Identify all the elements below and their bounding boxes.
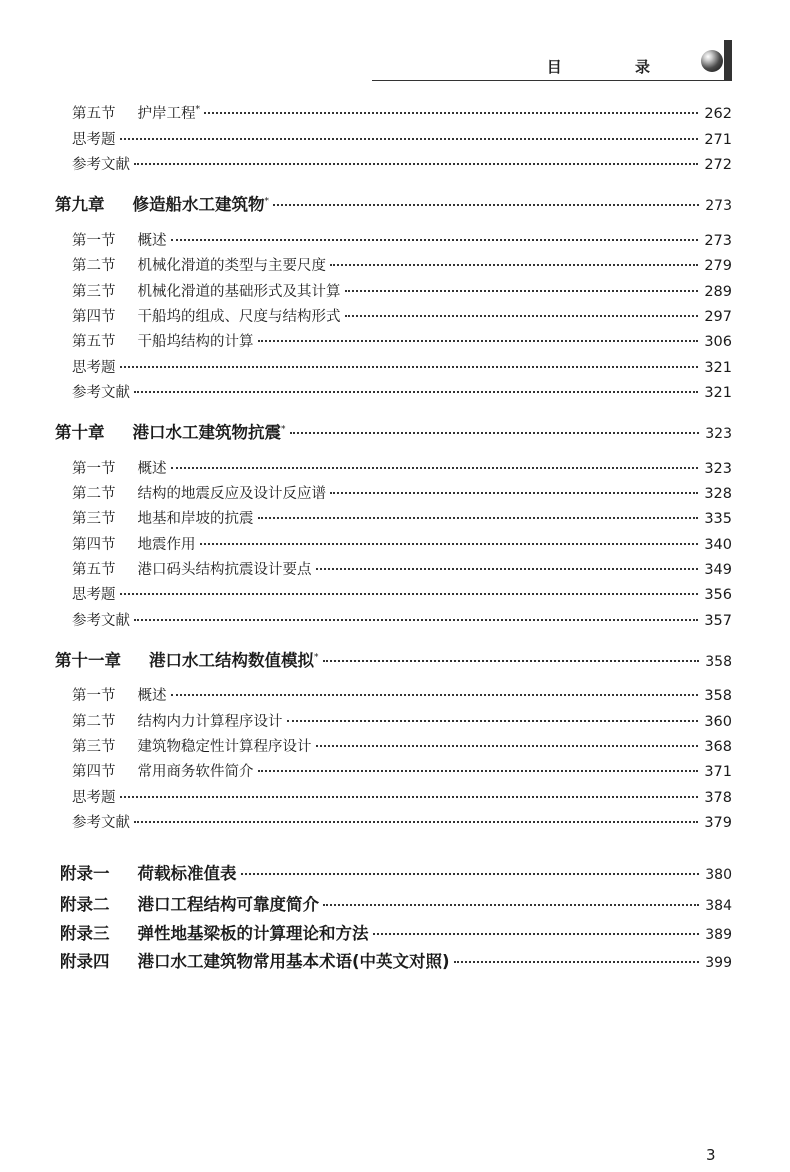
entry-title <box>72 583 116 604</box>
entry-page: 384 <box>705 898 732 914</box>
chapter-entry <box>55 419 732 443</box>
appendix-entry <box>60 860 732 884</box>
entry-page: 271 <box>704 132 732 148</box>
section-entry <box>72 760 732 781</box>
dot-leader <box>204 112 698 114</box>
entry-page: 360 <box>704 714 732 730</box>
entry-text: 参考文献 <box>72 385 130 401</box>
entry-text: 思考题 <box>72 132 116 148</box>
entry-text: 干船坞结构的计算 <box>137 334 254 350</box>
optional-marker: * <box>281 424 286 435</box>
entry-text: 概述 <box>137 688 167 704</box>
entry-title <box>60 948 450 972</box>
dot-leader <box>373 933 700 935</box>
entry-title <box>55 647 319 671</box>
dot-leader <box>330 264 698 266</box>
dot-leader <box>316 568 699 570</box>
entry-page: 273 <box>704 233 732 249</box>
dot-leader <box>258 340 699 342</box>
dot-leader <box>134 391 698 393</box>
entry-page: 349 <box>704 562 732 578</box>
entry-text: 参考文献 <box>72 157 130 173</box>
entry-label: 第四节 <box>72 309 116 325</box>
entry-text: 思考题 <box>72 360 116 376</box>
entry-page: 297 <box>704 309 732 325</box>
section-entry <box>72 735 732 756</box>
chapter-entry <box>55 191 732 215</box>
entry-page: 306 <box>704 334 732 350</box>
entry-label: 第十章 <box>55 423 105 442</box>
entry-text: 修造船水工建筑物 <box>132 195 265 214</box>
section-entry <box>72 330 732 351</box>
dot-leader <box>134 619 698 621</box>
entry-title <box>72 710 283 731</box>
entry-title <box>72 735 312 756</box>
entry-title <box>72 811 130 832</box>
dot-leader <box>171 239 699 241</box>
entry-label: 第五节 <box>72 334 116 350</box>
entry-label: 附录四 <box>60 952 110 971</box>
entry-title <box>72 356 116 377</box>
header-tab-bar <box>724 40 732 80</box>
section-entry <box>72 254 732 275</box>
entry-page: 356 <box>704 587 732 603</box>
entry-title <box>72 153 130 174</box>
entry-text: 结构内力计算程序设计 <box>137 714 283 730</box>
entry-label: 第五节 <box>72 106 116 122</box>
section-entry <box>72 356 732 377</box>
entry-text: 地基和岸坡的抗震 <box>137 511 254 527</box>
section-entry <box>72 482 732 503</box>
entry-label: 附录一 <box>60 864 110 883</box>
entry-page: 323 <box>704 461 732 477</box>
entry-title <box>72 457 167 478</box>
dot-leader <box>273 204 699 206</box>
entry-text: 护岸工程 <box>137 106 196 122</box>
section-entry <box>72 128 732 149</box>
dot-leader <box>316 745 699 747</box>
running-header <box>372 40 732 86</box>
entry-label: 第三节 <box>72 511 116 527</box>
entry-text: 港口水工建筑物抗震 <box>132 423 281 442</box>
entry-label: 第二节 <box>72 486 116 502</box>
dot-leader <box>241 873 700 875</box>
section-entry <box>72 153 732 174</box>
entry-text: 结构的地震反应及设计反应谱 <box>137 486 326 502</box>
section-entry <box>72 786 732 807</box>
dot-leader <box>171 694 699 696</box>
entry-text: 港口码头结构抗震设计要点 <box>137 562 312 578</box>
entry-page: 262 <box>704 106 732 122</box>
entry-label: 第一节 <box>72 461 116 477</box>
dot-leader <box>134 821 698 823</box>
entry-title <box>72 128 116 149</box>
dot-leader <box>120 593 699 595</box>
dot-leader <box>171 467 699 469</box>
entry-title <box>60 860 237 884</box>
entry-page: 399 <box>705 955 732 971</box>
entry-page: 389 <box>705 927 732 943</box>
entry-text: 地震作用 <box>137 537 196 553</box>
entry-label: 第二节 <box>72 714 116 730</box>
entry-page: 340 <box>704 537 732 553</box>
appendix-entry <box>60 920 732 944</box>
entry-label: 第一节 <box>72 688 116 704</box>
entry-title <box>72 305 341 326</box>
entry-page: 273 <box>705 198 732 214</box>
entry-title <box>55 191 269 215</box>
entry-page: 379 <box>704 815 732 831</box>
entry-text: 干船坞的组成、尺度与结构形式 <box>137 309 341 325</box>
section-entry <box>72 102 732 123</box>
entry-page: 279 <box>704 258 732 274</box>
entry-text: 弹性地基梁板的计算理论和方法 <box>137 924 369 943</box>
entry-text: 参考文献 <box>72 613 130 629</box>
entry-text: 思考题 <box>72 587 116 603</box>
entry-title <box>72 330 254 351</box>
entry-label: 第十一章 <box>55 651 121 670</box>
dot-leader <box>134 163 698 165</box>
dot-leader <box>258 770 699 772</box>
entry-text: 建筑物稳定性计算程序设计 <box>137 739 312 755</box>
entry-text: 港口水工建筑物常用基本术语(中英文对照) <box>137 952 450 971</box>
entry-label: 第三节 <box>72 739 116 755</box>
entry-page: 321 <box>704 385 732 401</box>
entry-page: 328 <box>704 486 732 502</box>
entry-page: 380 <box>705 867 732 883</box>
section-entry <box>72 710 732 731</box>
section-entry <box>72 558 732 579</box>
entry-text: 概述 <box>137 461 167 477</box>
section-entry <box>72 533 732 554</box>
dot-leader <box>290 432 700 434</box>
entry-text: 机械化滑道的基础形式及其计算 <box>137 284 341 300</box>
sphere-ornament-icon <box>701 50 723 72</box>
entry-page: 323 <box>705 426 732 442</box>
dot-leader <box>323 660 700 662</box>
header-rule <box>372 80 732 81</box>
entry-text: 参考文献 <box>72 815 130 831</box>
entry-text: 常用商务软件简介 <box>137 764 254 780</box>
entry-text: 荷载标准值表 <box>137 864 237 883</box>
entry-title <box>72 507 254 528</box>
entry-text: 概述 <box>137 233 167 249</box>
entry-label: 第三节 <box>72 284 116 300</box>
dot-leader <box>323 904 699 906</box>
dot-leader <box>120 366 699 368</box>
entry-title <box>60 891 319 915</box>
section-entry <box>72 305 732 326</box>
entry-title <box>72 786 116 807</box>
optional-marker: * <box>195 105 200 116</box>
section-entry <box>72 609 732 630</box>
dot-leader <box>454 961 700 963</box>
dot-leader <box>258 517 699 519</box>
entry-page: 368 <box>704 739 732 755</box>
entry-text: 港口工程结构可靠度简介 <box>137 895 319 914</box>
entry-page: 357 <box>704 613 732 629</box>
entry-label: 附录二 <box>60 895 110 914</box>
section-entry <box>72 381 732 402</box>
section-entry <box>72 457 732 478</box>
chapter-entry <box>55 647 732 671</box>
section-entry <box>72 280 732 301</box>
entry-title <box>60 920 369 944</box>
entry-title <box>72 684 167 705</box>
appendix-entry <box>60 948 732 972</box>
entry-label: 第九章 <box>55 195 105 214</box>
entry-text: 思考题 <box>72 790 116 806</box>
entry-title <box>72 102 200 123</box>
entry-label: 附录三 <box>60 924 110 943</box>
entry-title <box>72 482 326 503</box>
entry-label: 第五节 <box>72 562 116 578</box>
entry-title <box>72 254 326 275</box>
entry-title <box>72 533 196 554</box>
entry-title <box>72 609 130 630</box>
entry-page: 371 <box>704 764 732 780</box>
section-entry <box>72 684 732 705</box>
entry-label: 第一节 <box>72 233 116 249</box>
entry-page: 321 <box>704 360 732 376</box>
dot-leader <box>330 492 698 494</box>
entry-text: 机械化滑道的类型与主要尺度 <box>137 258 326 274</box>
entry-page: 358 <box>705 654 732 670</box>
optional-marker: * <box>314 652 319 663</box>
entry-label: 第四节 <box>72 537 116 553</box>
section-entry <box>72 507 732 528</box>
entry-page: 272 <box>704 157 732 173</box>
optional-marker: * <box>264 196 269 207</box>
header-title: 目 录 <box>546 58 684 76</box>
dot-leader <box>200 543 699 545</box>
dot-leader <box>120 138 699 140</box>
entry-title <box>72 229 167 250</box>
entry-page: 335 <box>704 511 732 527</box>
dot-leader <box>120 796 699 798</box>
entry-label: 第二节 <box>72 258 116 274</box>
page-number: 3 <box>706 1146 716 1164</box>
entry-page: 378 <box>704 790 732 806</box>
entry-text: 港口水工结构数值模拟 <box>149 651 314 670</box>
section-entry <box>72 811 732 832</box>
entry-page: 289 <box>704 284 732 300</box>
dot-leader <box>287 720 699 722</box>
dot-leader <box>345 290 699 292</box>
section-entry <box>72 229 732 250</box>
entry-title <box>72 381 130 402</box>
entry-title <box>72 760 254 781</box>
appendix-entry <box>60 891 732 915</box>
dot-leader <box>345 315 699 317</box>
entry-label: 第四节 <box>72 764 116 780</box>
entry-page: 358 <box>704 688 732 704</box>
section-entry <box>72 583 732 604</box>
entry-title <box>55 419 286 443</box>
entry-title <box>72 558 312 579</box>
entry-title <box>72 280 341 301</box>
